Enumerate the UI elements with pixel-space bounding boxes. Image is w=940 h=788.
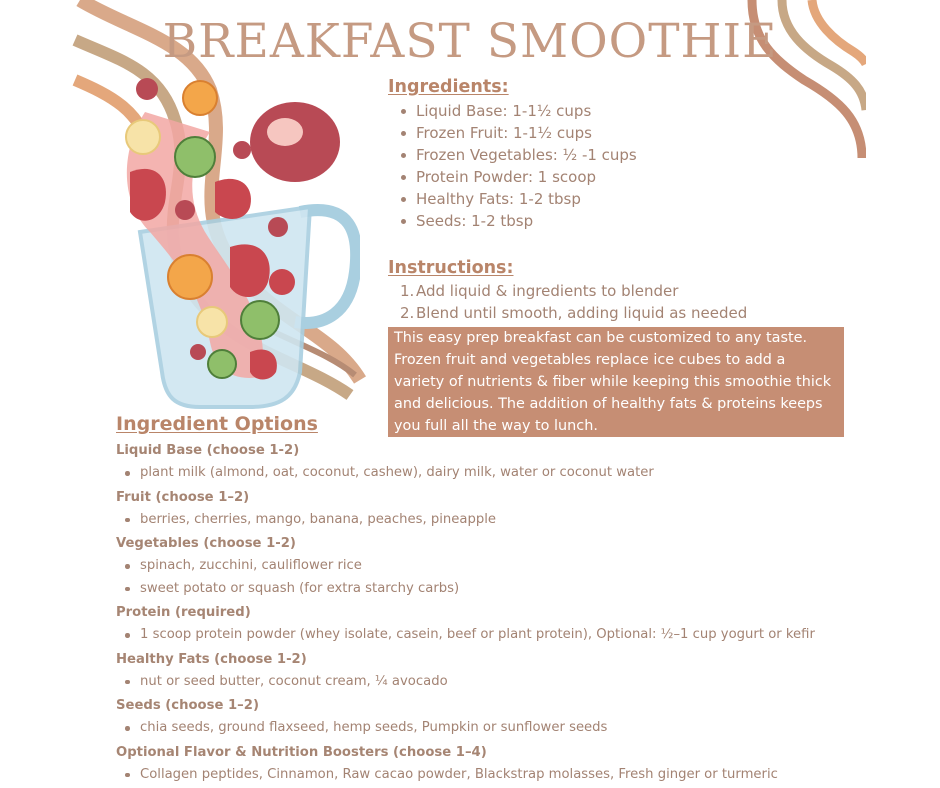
description-line: This easy prep breakfast can be customized to any taste. <box>394 330 808 346</box>
description-line: Frozen fruit and vegetables replace ice cubes to add a <box>394 352 786 368</box>
option-list <box>116 764 896 787</box>
list-item: nut or seed butter, coconut cream, ¼ avocado <box>116 671 896 694</box>
instructions-list <box>388 280 828 324</box>
option-group-title: Fruit (choose 1–2) <box>116 489 250 505</box>
description-line: and delicious. The addition of healthy fats & proteins keeps <box>394 396 823 412</box>
list-item: Protein Powder: 1 scoop <box>388 166 808 188</box>
option-group-title: Vegetables (choose 1-2) <box>116 536 296 551</box>
step-number: 1. <box>400 282 415 300</box>
option-group <box>116 489 896 532</box>
option-group <box>116 442 896 485</box>
step-number: 2. <box>400 304 415 322</box>
list-item: Collagen peptides, Cinnamon, Raw cacao powder, Blackstrap molasses, Fresh ginger or turmeric <box>116 764 896 787</box>
instructions-section <box>388 257 828 324</box>
option-group-title: Seeds (choose 1–2) <box>116 698 259 713</box>
ingredients-heading: Ingredients: <box>388 77 509 97</box>
option-list <box>116 624 896 647</box>
list-item <box>388 280 828 302</box>
options-heading: Ingredient Options <box>116 413 318 435</box>
option-group <box>116 744 896 787</box>
ingredients-section <box>388 76 808 232</box>
list-item: Healthy Fats: 1-2 tbsp <box>388 188 808 210</box>
instructions-heading: Instructions: <box>388 258 514 278</box>
ingredients-list <box>388 100 808 232</box>
page-title: BREAKFAST SMOOTHIE <box>162 14 778 69</box>
option-group <box>116 535 896 600</box>
option-group <box>116 697 896 740</box>
option-list <box>116 462 896 485</box>
description-line: variety of nutrients & fiber while keeping this smoothie thick <box>394 374 832 390</box>
option-list <box>116 509 896 532</box>
option-list <box>116 717 896 740</box>
option-group-title: Healthy Fats (choose 1-2) <box>116 651 307 667</box>
ingredient-options-section <box>116 410 896 786</box>
option-list <box>116 555 896 600</box>
list-item: Frozen Fruit: 1-1½ cups <box>388 122 808 144</box>
step-text: Blend until smooth, adding liquid as needed <box>416 304 748 322</box>
description-line: you full all the way to lunch. <box>394 418 598 434</box>
list-item: Liquid Base: 1-1½ cups <box>388 100 808 122</box>
option-group-title: Protein (required) <box>116 605 251 620</box>
list-item: chia seeds, ground flaxseed, hemp seeds, Pumpkin or sunflower seeds <box>116 717 896 740</box>
list-item: 1 scoop protein powder (whey isolate, casein, beef or plant protein), Optional: ½–1 cup yogurt or kefir <box>116 624 896 647</box>
list-item: sweet potato or squash (for extra starchy carbs) <box>116 578 896 601</box>
step-text: Add liquid & ingredients to blender <box>416 282 679 300</box>
list-item: plant milk (almond, oat, coconut, cashew), dairy milk, water or coconut water <box>116 462 896 485</box>
option-group <box>116 651 896 694</box>
smoothie-blender-illustration <box>110 72 360 417</box>
option-group-title: Optional Flavor & Nutrition Boosters (choose 1–4) <box>116 744 487 760</box>
list-item: Frozen Vegetables: ½ -1 cups <box>388 144 808 166</box>
list-item: Seeds: 1-2 tbsp <box>388 210 808 232</box>
option-list <box>116 671 896 694</box>
list-item: berries, cherries, mango, banana, peaches, pineapple <box>116 509 896 532</box>
option-group-title: Liquid Base (choose 1-2) <box>116 443 300 458</box>
option-group <box>116 604 896 647</box>
list-item <box>388 302 828 324</box>
list-item: spinach, zucchini, cauliflower rice <box>116 555 896 578</box>
